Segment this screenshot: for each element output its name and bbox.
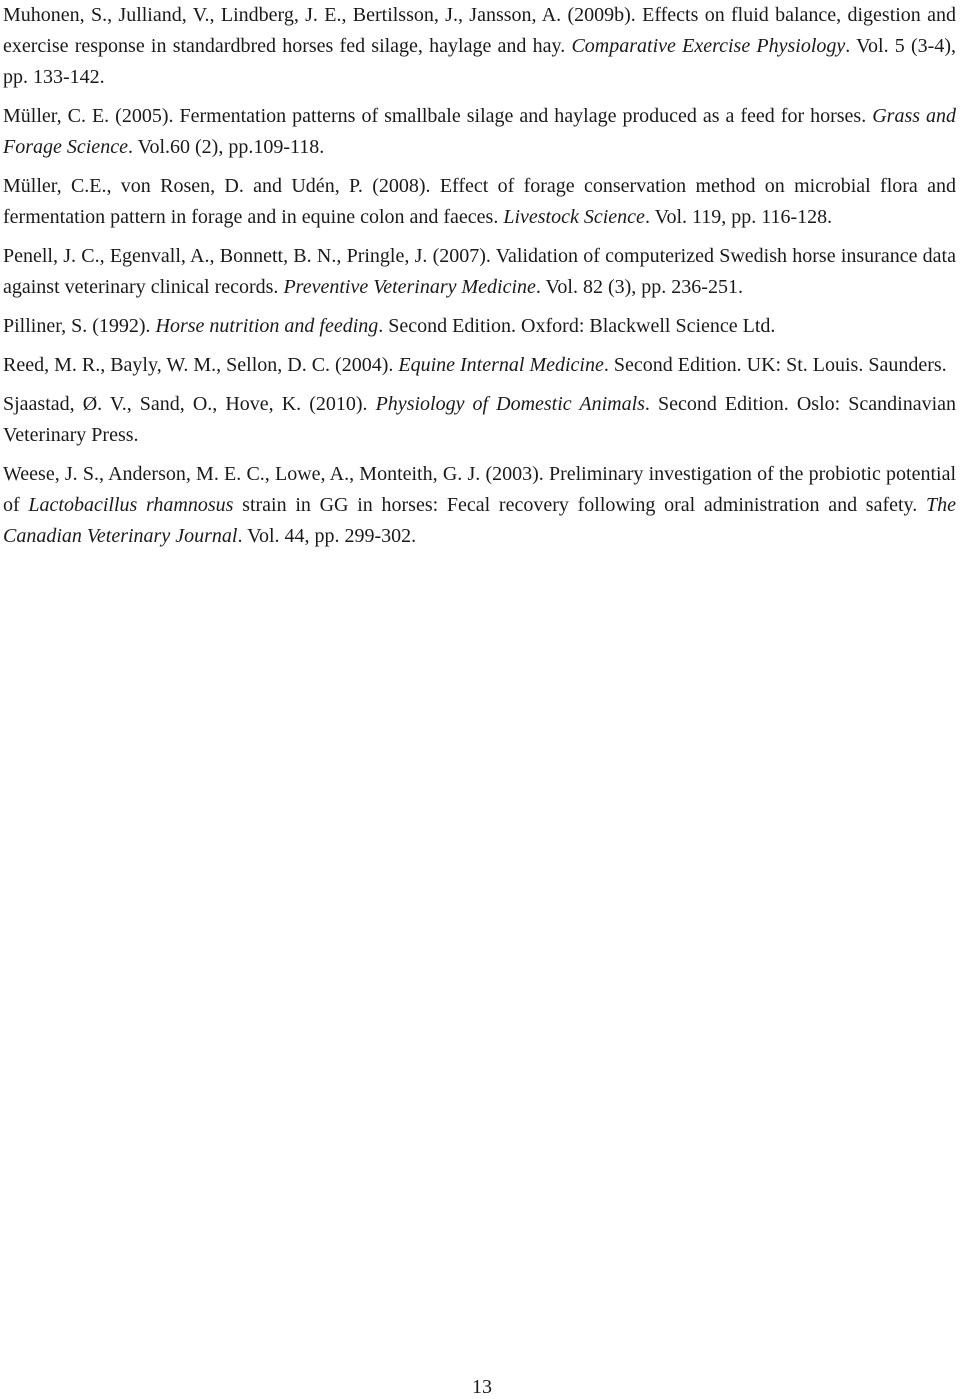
book-title: Horse nutrition and feeding [155, 315, 379, 337]
reference-entry [3, 389, 956, 451]
reference-text: . Second Edition. Oslo: Scandinavian Veterinary Press. [3, 393, 956, 446]
reference-entry [3, 0, 956, 93]
reference-list [3, 0, 956, 560]
reference-entry [3, 350, 956, 381]
reference-text: Sjaastad, Ø. V., Sand, O., Hove, K. (2010). [3, 393, 376, 415]
book-title: Physiology of Domestic Animals [375, 393, 645, 415]
reference-entry [3, 241, 956, 303]
journal-title: Comparative Exercise Physiology [571, 35, 846, 57]
reference-text: . Vol. 44, pp. 299-302. [237, 525, 417, 547]
page-number: 13 [472, 1376, 492, 1398]
reference-entry [3, 101, 956, 163]
reference-text: Pilliner, S. (1992). [3, 315, 156, 337]
reference-text: Müller, C. E. (2005). Fermentation patterns of smallbale silage and haylage produced as a feed for horses. [3, 105, 873, 127]
reference-entry [3, 311, 956, 342]
reference-text: Reed, M. R., Bayly, W. M., Sellon, D. C. (2004). [3, 354, 399, 376]
reference-text: . Vol.60 (2), pp.109-118. [127, 136, 325, 158]
reference-entry [3, 171, 956, 233]
journal-title: The Canadian Veterinary Journal [3, 494, 956, 547]
reference-text: Weese, J. S., Anderson, M. E. C., Lowe, A., Monteith, G. J. (2003). Preliminary investigation of the probiotic potential of [3, 463, 956, 516]
reference-text: strain in GG in horses: Fecal recovery following oral administration and safety. [233, 494, 926, 516]
reference-text: Müller, C.E., von Rosen, D. and Udén, P. (2008). Effect of forage conservation method on microbial flora and fermentation pattern in forage and in equine colon and faeces. [3, 175, 956, 228]
reference-text: Muhonen, S., Julliand, V., Lindberg, J. E., Bertilsson, J., Jansson, A. (2009b). Effects on fluid balance, digestion and exercise response in standardbred horses fed silage, haylage and hay. [3, 4, 956, 57]
journal-title: Livestock Science [503, 206, 645, 228]
reference-text: . Second Edition. Oxford: Blackwell Science Ltd. [378, 315, 776, 337]
reference-text: . Second Edition. UK: St. Louis. Saunders. [603, 354, 947, 376]
reference-text: . Vol. 82 (3), pp. 236-251. [535, 276, 743, 298]
species-name: Lactobacillus rhamnosus [28, 494, 234, 516]
reference-text: Penell, J. C., Egenvall, A., Bonnett, B. N., Pringle, J. (2007). Validation of computerized Swedish horse insurance data against veterinary clinical records. [3, 245, 956, 298]
reference-text: . Vol. 5 (3-4), pp. 133-142. [3, 35, 956, 88]
journal-title: Grass and Forage Science [3, 105, 957, 158]
reference-entry [3, 459, 956, 552]
book-title: Equine Internal Medicine [398, 354, 604, 376]
journal-title: Preventive Veterinary Medicine [283, 276, 536, 298]
reference-text: . Vol. 119, pp. 116-128. [644, 206, 833, 228]
